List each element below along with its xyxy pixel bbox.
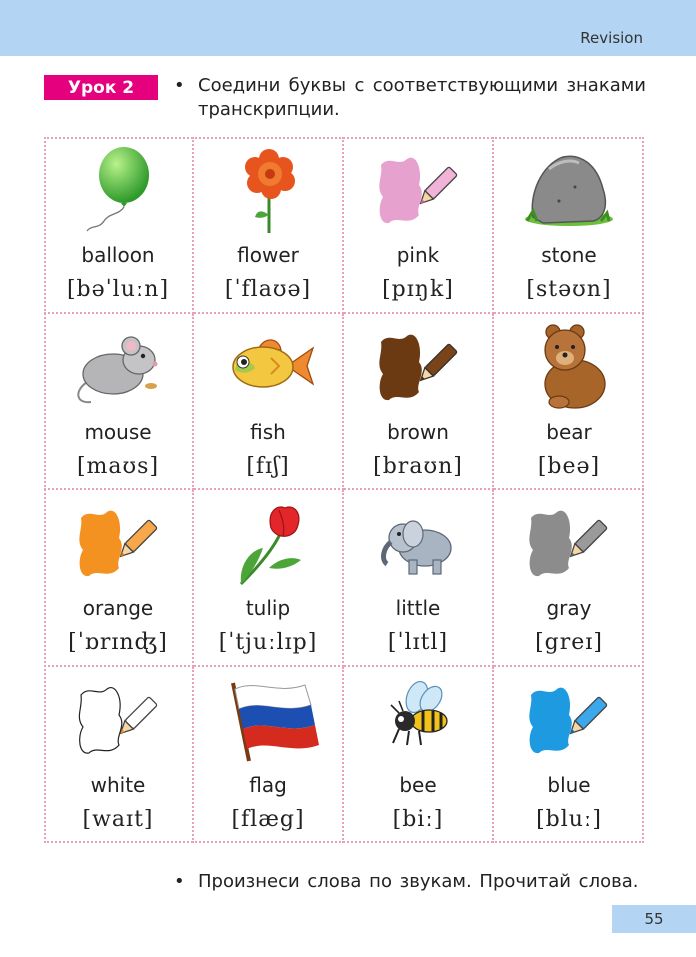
transcription: [flæg] [231, 806, 305, 832]
transcription: [braʊn] [373, 453, 463, 479]
tulip-icon [219, 498, 319, 588]
word-label: flower [237, 243, 299, 267]
card-tulip [194, 490, 344, 667]
card-gray [494, 490, 644, 667]
card-fish [194, 314, 344, 491]
brown-crayon-icon [369, 322, 469, 412]
word-label: mouse [84, 419, 152, 444]
card-brown [344, 314, 494, 491]
fish-icon [219, 322, 319, 412]
transcription: [ˈflaʊə] [224, 277, 312, 302]
card-little [344, 490, 494, 667]
header-bar [0, 0, 696, 56]
word-label: little [395, 596, 441, 620]
word-label: gray [546, 596, 592, 620]
transcription: [stəʊn] [526, 277, 612, 302]
word-card-grid [44, 137, 644, 843]
pink-crayon-icon [369, 145, 469, 235]
word-label: white [90, 772, 146, 797]
word-label: flag [249, 772, 287, 797]
word-label: bee [399, 772, 437, 797]
word-label: tulip [245, 596, 291, 620]
card-stone [494, 137, 644, 314]
stone-icon [519, 145, 619, 235]
word-label: balloon [81, 243, 155, 267]
mouse-icon [69, 322, 169, 412]
flag-icon [219, 675, 319, 765]
transcription: [fɪʃ] [246, 453, 290, 479]
transcription: [pɪŋk] [382, 277, 454, 302]
flower-icon [219, 145, 319, 235]
transcription: [ˈɒrɪnʤ] [68, 630, 168, 655]
white-crayon-icon [69, 675, 169, 765]
card-flag [194, 667, 344, 844]
instruction-1-line-1: Соедини буквы с соответствующими знаками [198, 75, 646, 96]
card-bear [494, 314, 644, 491]
word-label: blue [547, 772, 591, 797]
transcription: [bluː] [536, 806, 602, 832]
transcription: [beə] [537, 453, 601, 479]
transcription: [waɪt] [82, 806, 154, 832]
transcription: [greɪ] [535, 630, 603, 655]
bee-icon [369, 675, 469, 765]
card-mouse [44, 314, 194, 491]
gray-crayon-icon [519, 498, 619, 588]
page-number: 55 [612, 905, 696, 933]
transcription: [ˈlɪtl] [387, 630, 449, 655]
word-label: orange [82, 596, 154, 620]
transcription: [maʊs] [76, 453, 160, 479]
word-label: pink [396, 243, 440, 267]
word-label: stone [541, 243, 597, 267]
card-flower [194, 137, 344, 314]
word-label: bear [546, 419, 592, 444]
transcription: [biː] [392, 806, 444, 832]
elephant-icon [369, 498, 469, 588]
blue-crayon-icon [519, 675, 619, 765]
lesson-badge: Урок 2 [44, 75, 158, 100]
card-pink [344, 137, 494, 314]
orange-crayon-icon [69, 498, 169, 588]
transcription: [ˈtjuːlɪp] [218, 630, 318, 655]
card-bee [344, 667, 494, 844]
transcription: [bəˈluːn] [66, 277, 170, 302]
word-label: brown [387, 419, 449, 444]
instruction-2-text: Произнеси слова по звукам. Прочитай слова. [198, 871, 639, 892]
bear-icon [519, 322, 619, 412]
instruction-1-line-2: транскрипции. [198, 99, 340, 120]
section-label: Revision [580, 29, 643, 47]
card-blue [494, 667, 644, 844]
card-orange [44, 490, 194, 667]
word-label: fish [250, 419, 286, 444]
card-white [44, 667, 194, 844]
card-balloon [44, 137, 194, 314]
balloon-icon [69, 145, 169, 235]
